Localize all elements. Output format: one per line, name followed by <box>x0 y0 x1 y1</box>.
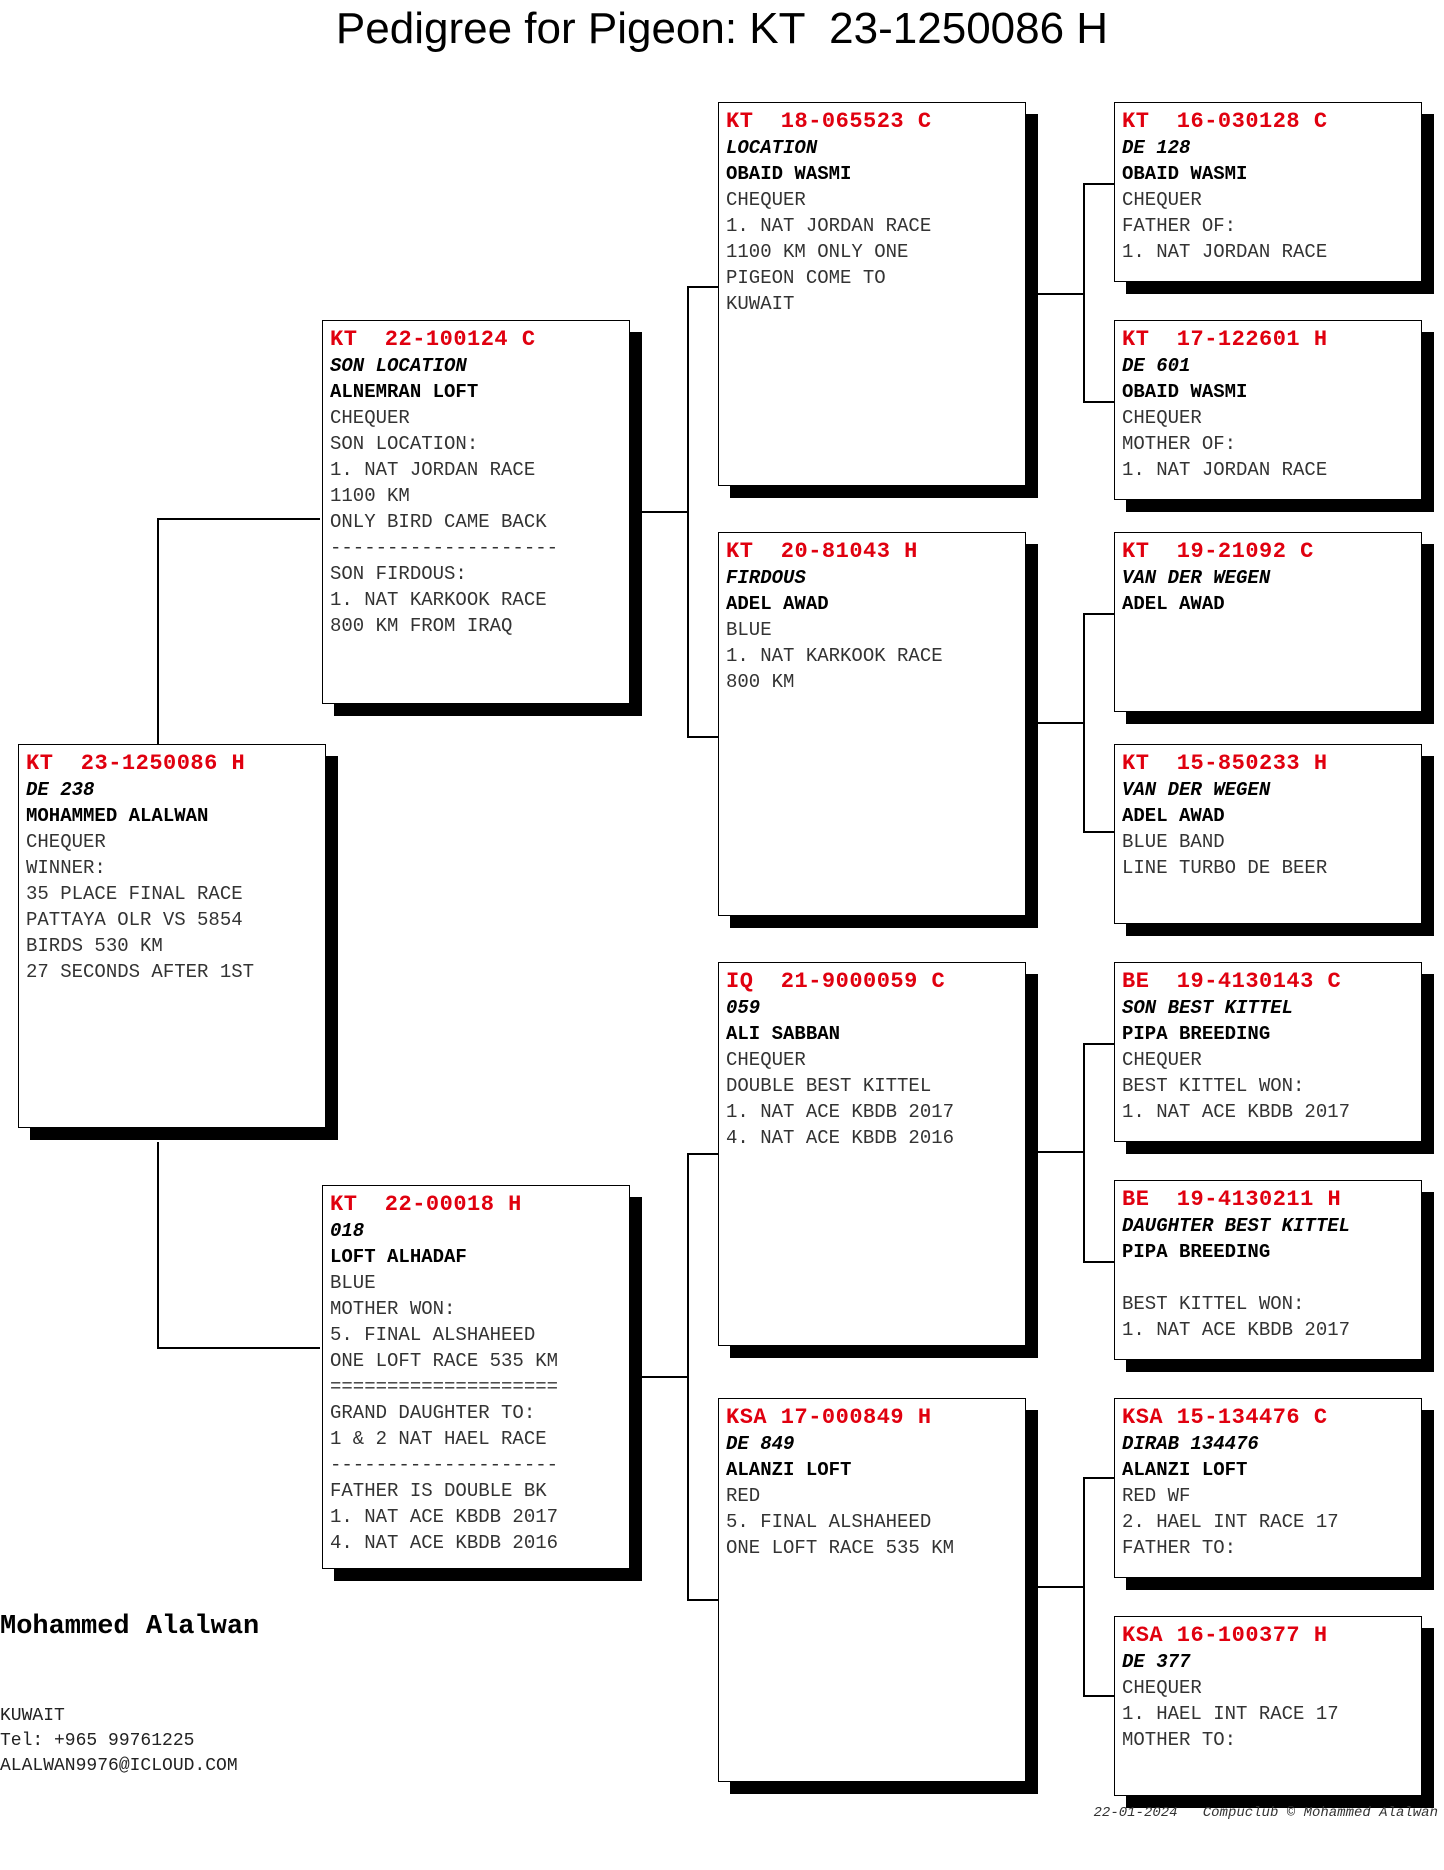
owner-name: OBAID WASMI <box>1122 163 1248 185</box>
owner-name: ALANZI LOFT <box>726 1459 852 1481</box>
info-line: 1. NAT JORDAN RACE <box>726 215 932 237</box>
info-line: ==================== <box>330 1376 559 1398</box>
ring-number: KT 23-1250086 H <box>26 751 246 776</box>
info-line: WINNER: <box>26 857 106 879</box>
connector-line <box>1083 1477 1114 1479</box>
info-line: 1. NAT ACE KBDB 2017 <box>1122 1101 1351 1123</box>
connector-line <box>640 1376 687 1378</box>
info-line: 1. NAT ACE KBDB 2017 <box>330 1506 559 1528</box>
connector-line <box>640 511 687 513</box>
info-line: FATHER OF: <box>1122 215 1237 237</box>
pedigree-card-sire-dam <box>718 532 1026 916</box>
pedigree-card-subject <box>18 744 326 1128</box>
info-line: 800 KM FROM IRAQ <box>330 615 513 637</box>
connector-line <box>1036 722 1083 724</box>
info-line: CHEQUER <box>330 407 410 429</box>
pigeon-name: VAN DER WEGEN <box>1122 779 1271 801</box>
info-line: MOTHER OF: <box>1122 433 1237 455</box>
owner-name: ADEL AWAD <box>1122 805 1225 827</box>
info-line: 1. NAT ACE KBDB 2017 <box>726 1101 955 1123</box>
breeder-country: KUWAIT <box>0 1706 65 1726</box>
connector-line <box>1036 293 1083 295</box>
info-line: ONLY BIRD CAME BACK <box>330 511 547 533</box>
ring-number: KT 19-21092 C <box>1122 539 1314 564</box>
info-line: SON FIRDOUS: <box>330 563 467 585</box>
connector-line <box>157 518 320 520</box>
ring-number: KT 16-030128 C <box>1122 109 1328 134</box>
pedigree-card-ssd <box>1114 320 1422 500</box>
pigeon-name: 018 <box>330 1220 365 1242</box>
connector-line <box>157 518 159 745</box>
info-line: 2. HAEL INT RACE 17 <box>1122 1511 1339 1533</box>
pigeon-name: FIRDOUS <box>726 567 806 589</box>
info-line: 1100 KM ONLY ONE <box>726 241 909 263</box>
pedigree-card-dam <box>322 1185 630 1569</box>
info-line: 4. NAT ACE KBDB 2016 <box>330 1532 559 1554</box>
pedigree-card-dss <box>1114 962 1422 1142</box>
owner-name: ADEL AWAD <box>726 593 829 615</box>
ring-number: KSA 16-100377 H <box>1122 1623 1328 1648</box>
pigeon-name: DIRAB 134476 <box>1122 1433 1259 1455</box>
owner-name: ALI SABBAN <box>726 1023 841 1045</box>
info-line: BIRDS 530 KM <box>26 935 163 957</box>
pedigree-card-ddd <box>1114 1616 1422 1796</box>
info-line: -------------------- <box>330 537 559 559</box>
pigeon-name: LOCATION <box>726 137 818 159</box>
info-line: ONE LOFT RACE 535 KM <box>330 1350 559 1372</box>
breeder-name: Mohammed Alalwan <box>0 1612 260 1642</box>
footer-credit: 22-01-2024 Compuclub © Mohammed Alalwan <box>1093 1805 1438 1821</box>
connector-line <box>1083 1477 1085 1697</box>
info-line: ONE LOFT RACE 535 KM <box>726 1537 955 1559</box>
connector-line <box>687 1599 718 1601</box>
pedigree-card-sds <box>1114 532 1422 712</box>
ring-number: KT 15-850233 H <box>1122 751 1328 776</box>
pigeon-name: DAUGHTER BEST KITTEL <box>1122 1215 1351 1237</box>
info-line: 27 SECONDS AFTER 1ST <box>26 961 255 983</box>
pigeon-name: DE 601 <box>1122 355 1191 377</box>
info-line: 1. NAT JORDAN RACE <box>1122 241 1328 263</box>
pedigree-card-dsd <box>1114 1180 1422 1360</box>
connector-line <box>1083 831 1114 833</box>
info-line: 800 KM <box>726 671 795 693</box>
info-line: PIGEON COME TO <box>726 267 886 289</box>
connector-line <box>1083 401 1114 403</box>
info-line: GRAND DAUGHTER TO: <box>330 1402 536 1424</box>
breeder-email: ALALWAN9976@ICLOUD.COM <box>0 1756 238 1776</box>
connector-line <box>1083 613 1114 615</box>
pedigree-card-sire-sire <box>718 102 1026 486</box>
ring-number: KT 17-122601 H <box>1122 327 1328 352</box>
info-line: CHEQUER <box>1122 407 1202 429</box>
info-line: 4. NAT ACE KBDB 2016 <box>726 1127 955 1149</box>
connector-line <box>687 1153 718 1155</box>
owner-name: OBAID WASMI <box>726 163 852 185</box>
info-line: FATHER TO: <box>1122 1537 1237 1559</box>
owner-name: OBAID WASMI <box>1122 381 1248 403</box>
owner-name: ALNEMRAN LOFT <box>330 381 479 403</box>
info-line: BLUE <box>330 1272 376 1294</box>
info-line: BEST KITTEL WON: <box>1122 1293 1305 1315</box>
info-line: 1. HAEL INT RACE 17 <box>1122 1703 1339 1725</box>
pigeon-name: DE 128 <box>1122 137 1191 159</box>
pigeon-name: DE 377 <box>1122 1651 1191 1673</box>
pedigree-card-dam-sire <box>718 962 1026 1346</box>
ring-number: BE 19-4130211 H <box>1122 1187 1342 1212</box>
pedigree-card-dds <box>1114 1398 1422 1578</box>
owner-name: MOHAMMED ALALWAN <box>26 805 209 827</box>
connector-line <box>687 286 718 288</box>
info-line: 1. NAT JORDAN RACE <box>1122 459 1328 481</box>
connector-line <box>1036 1586 1083 1588</box>
info-line: 35 PLACE FINAL RACE <box>26 883 243 905</box>
owner-name: LOFT ALHADAF <box>330 1246 467 1268</box>
info-line: CHEQUER <box>1122 189 1202 211</box>
pedigree-card-sire <box>322 320 630 704</box>
connector-line <box>1083 183 1114 185</box>
ring-number: KT 22-00018 H <box>330 1192 522 1217</box>
info-line: RED WF <box>1122 1485 1191 1507</box>
info-line: LINE TURBO DE BEER <box>1122 857 1328 879</box>
info-line: DOUBLE BEST KITTEL <box>726 1075 932 1097</box>
connector-line <box>1036 1151 1083 1153</box>
pigeon-name: 059 <box>726 997 761 1019</box>
ring-number: IQ 21-9000059 C <box>726 969 946 994</box>
owner-name: ALANZI LOFT <box>1122 1459 1248 1481</box>
info-line: BEST KITTEL WON: <box>1122 1075 1305 1097</box>
info-line: 1 & 2 NAT HAEL RACE <box>330 1428 547 1450</box>
info-line: 1. NAT KARKOOK RACE <box>330 589 547 611</box>
connector-line <box>157 1347 320 1349</box>
ring-number: KT 18-065523 C <box>726 109 932 134</box>
connector-line <box>1083 1695 1114 1697</box>
info-line: FATHER IS DOUBLE BK <box>330 1480 547 1502</box>
connector-line <box>687 736 718 738</box>
info-line: CHEQUER <box>1122 1677 1202 1699</box>
connector-line <box>1083 1261 1114 1263</box>
page-title: Pedigree for Pigeon: KT 23-1250086 H <box>335 4 1109 53</box>
connector-line <box>1083 183 1085 403</box>
pigeon-name: VAN DER WEGEN <box>1122 567 1271 589</box>
owner-name: ADEL AWAD <box>1122 593 1225 615</box>
info-line: CHEQUER <box>726 189 806 211</box>
info-line: BLUE BAND <box>1122 831 1225 853</box>
info-line: 1100 KM <box>330 485 410 507</box>
connector-line <box>1083 1043 1085 1263</box>
pigeon-name: DE 238 <box>26 779 95 801</box>
pigeon-name: SON LOCATION <box>330 355 467 377</box>
pigeon-name: DE 849 <box>726 1433 795 1455</box>
info-line: BLUE <box>726 619 772 641</box>
info-line: 1. NAT KARKOOK RACE <box>726 645 943 667</box>
pigeon-name: SON BEST KITTEL <box>1122 997 1294 1019</box>
info-line: MOTHER WON: <box>330 1298 456 1320</box>
connector-line <box>687 286 689 738</box>
ring-number: KT 20-81043 H <box>726 539 918 564</box>
info-line: SON LOCATION: <box>330 433 479 455</box>
info-line: PATTAYA OLR VS 5854 <box>26 909 243 931</box>
breeder-phone: Tel: +965 99761225 <box>0 1731 195 1751</box>
connector-line <box>1083 1043 1114 1045</box>
ring-number: KSA 17-000849 H <box>726 1405 932 1430</box>
info-line: KUWAIT <box>726 293 795 315</box>
pedigree-card-sdd <box>1114 744 1422 924</box>
owner-name: PIPA BREEDING <box>1122 1023 1271 1045</box>
info-line: CHEQUER <box>1122 1049 1202 1071</box>
ring-number: KSA 15-134476 C <box>1122 1405 1328 1430</box>
info-line: -------------------- <box>330 1454 559 1476</box>
ring-number: BE 19-4130143 C <box>1122 969 1342 994</box>
connector-line <box>157 1142 159 1349</box>
info-line: RED <box>726 1485 761 1507</box>
info-line: MOTHER TO: <box>1122 1729 1237 1751</box>
info-line: 5. FINAL ALSHAHEED <box>330 1324 536 1346</box>
connector-line <box>687 1153 689 1601</box>
owner-name: PIPA BREEDING <box>1122 1241 1271 1263</box>
info-line: CHEQUER <box>726 1049 806 1071</box>
info-line: 5. FINAL ALSHAHEED <box>726 1511 932 1533</box>
ring-number: KT 22-100124 C <box>330 327 536 352</box>
pedigree-card-dam-dam <box>718 1398 1026 1782</box>
info-line <box>1122 1265 1421 1291</box>
info-line: CHEQUER <box>26 831 106 853</box>
pedigree-card-sss <box>1114 102 1422 282</box>
info-line: 1. NAT ACE KBDB 2017 <box>1122 1319 1351 1341</box>
info-line: 1. NAT JORDAN RACE <box>330 459 536 481</box>
connector-line <box>1083 613 1085 833</box>
